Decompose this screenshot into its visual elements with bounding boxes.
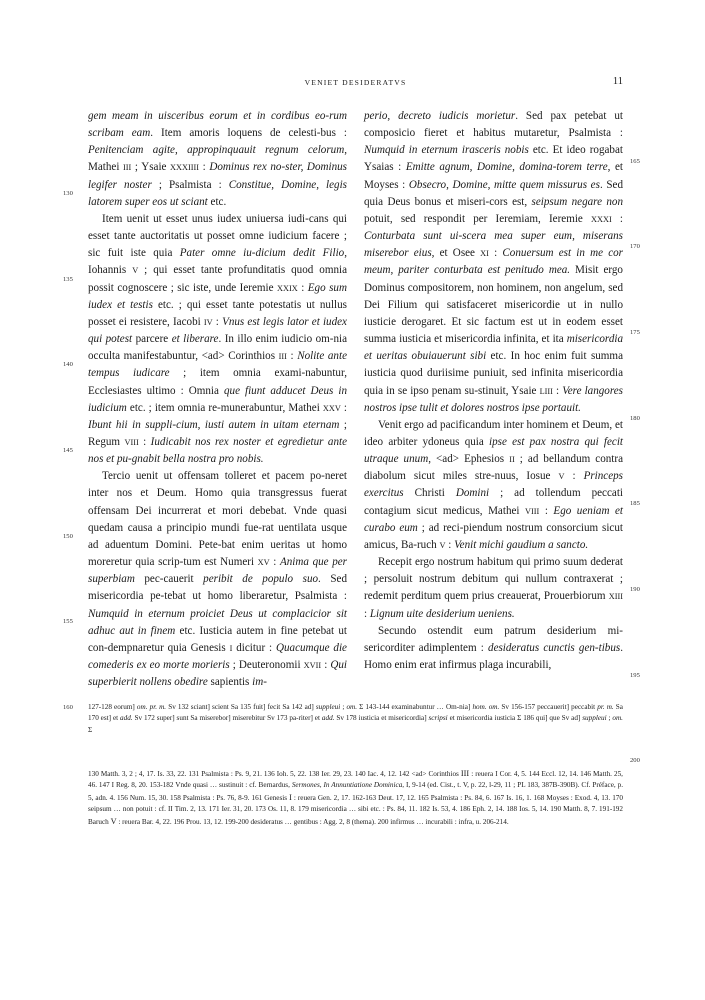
numeral-run: XIII bbox=[608, 592, 623, 602]
numeral-run: V bbox=[558, 472, 565, 482]
italic-run: misericordia et ueritas obuiauerunt sibi bbox=[364, 333, 623, 363]
text-run: ; Psalmista : bbox=[151, 178, 229, 191]
italic-run: Domini bbox=[455, 487, 490, 500]
text-run: etc. In hoc enim fuit summa iusticia quod duriisime puniuit, sed infinita misericordia quia in se ipso penam su-stinuit, Ysaie bbox=[364, 350, 623, 397]
line-number: 200 bbox=[630, 757, 640, 764]
text-run: : bbox=[564, 470, 584, 483]
text-run: : bbox=[488, 247, 503, 260]
numeral-run: I bbox=[289, 792, 292, 802]
numeral-run: XVII bbox=[303, 661, 322, 670]
page-header bbox=[88, 78, 623, 94]
text-run: : bbox=[199, 161, 210, 174]
text-run: ; item omnia exami-nabuntur, Ecclesiastes ultimo : Omnia bbox=[88, 367, 348, 397]
text-run: Christi bbox=[403, 487, 456, 500]
text-run: : bbox=[321, 659, 331, 671]
italic-run: Constitue, Domine, legis latorem super eos ut sciant bbox=[88, 178, 347, 208]
text-run: etc. bbox=[207, 195, 227, 208]
text-run: . Sed pax petebat ut composicio fieret et habitus mutaretur, Psalmista : bbox=[364, 110, 623, 140]
numeral-run: XXXIIII bbox=[170, 163, 200, 173]
text-run: ; ad bellandum contra diabolum sicut miles stre-nuus, Iosue bbox=[364, 453, 624, 483]
italic-run: Ibunt hii in suppli-cium, iusti autem in uitam eternam bbox=[88, 418, 340, 431]
paragraph bbox=[88, 211, 347, 468]
text-run: . Item amoris loquens de celesti-bus : bbox=[150, 127, 347, 140]
line-number: 150 bbox=[63, 533, 73, 540]
italic-run: que fiunt adducet Deus in iudicium bbox=[88, 384, 347, 414]
text-run: Sv 156-157 peccauerit] peccabit bbox=[499, 703, 598, 711]
italic-run: Penitenciam agite, appropinquauit regnum celorum bbox=[88, 144, 345, 157]
text-run: : bbox=[138, 435, 151, 448]
italic-run: Vnus est legis lator et iudex qui potest bbox=[88, 315, 347, 346]
text-run: , Iohannis bbox=[88, 247, 347, 277]
text-run: : bbox=[340, 401, 347, 414]
numeral-run: VIII bbox=[124, 437, 139, 447]
italic-run: Ego ueniam et curabo eum bbox=[364, 504, 623, 534]
line-number: 190 bbox=[630, 586, 640, 593]
paragraph bbox=[364, 554, 623, 623]
text-run: ; bbox=[340, 703, 347, 711]
italic-run: Emitte agnum, Domine, domina-torem terre bbox=[405, 161, 608, 174]
numeral-run: II bbox=[509, 455, 515, 465]
numeral-run: V bbox=[439, 540, 446, 550]
text-run: : bbox=[286, 350, 298, 363]
italic-run: et liberare bbox=[171, 333, 219, 346]
paragraph bbox=[88, 468, 347, 691]
text-run: Σ 143-144 examinabuntur … Om-nia] bbox=[357, 703, 473, 711]
text-run: , I, 9-14 (ed. Cist., t. V, p. 22, l-29, 11 ; PL 183, 387B-390B). Cf. Préface, p. 5, adn. 4. 156 Num. 15, 30. 158 Psalmista : Ps. 76, 8-9. 161 Genesis bbox=[88, 781, 624, 802]
italic-run: Numquid in eternum irasceris nobis bbox=[364, 144, 529, 157]
italic-run: seipsum negare non bbox=[531, 195, 623, 208]
text-run: etc. Iusticia autem in fine petebat ut con-dempnaretur quia Genesis bbox=[88, 624, 347, 654]
line-number: 175 bbox=[630, 329, 640, 336]
text-run: . Sed misericordia pe-tebat ut homo liberaretur, Psalmista : bbox=[88, 573, 347, 603]
paragraph bbox=[364, 623, 623, 674]
text-run: , Mathei bbox=[88, 144, 347, 174]
italic-run: hom. om. bbox=[472, 703, 500, 711]
text-run: : bbox=[269, 556, 280, 569]
text-run: Misit ergo Dominus compositorem, non hominem, non angelum, sed Dei Filium qui satisfaceret misericordie ut in nullo iusticie derogaret. Et sic factum est ut in eodem esset summa iusticia et misericordia infinita, et ita bbox=[364, 264, 623, 346]
text-run: , et Moyses : bbox=[364, 161, 623, 191]
italic-run: gem meam in uisceribus eorum et in cordibus eo-rum scribam eam bbox=[88, 110, 347, 140]
italic-run: Lignum uite desiderium ueniens. bbox=[369, 607, 515, 620]
text-run: : reuera Bar. 4, 22. 196 Prou. 13, 12. 199-200 desideratus … gentibus : Agg. 2, 8 (thema). 200 infirmus … incurabili : infra, u. 206-214. bbox=[116, 817, 509, 826]
italic-run: Nolite ante tempus iudicare bbox=[88, 350, 347, 380]
page-number: 11 bbox=[612, 76, 623, 87]
text-run: etc. Et ideo rogabat Ysaias : bbox=[364, 144, 623, 174]
text-run: : reuera I Cor. 4, 5. 144 Eccl. 12, 14. 146 Matth. 25, 46. 147 I Reg. 8, 20. 153-182 Vnde quasi … sustinuit : cf. Bernardus, bbox=[88, 770, 623, 790]
italic-run: perio, decreto iudicis morietur bbox=[364, 110, 516, 122]
text-run: ; bbox=[606, 714, 613, 723]
line-number: 185 bbox=[630, 500, 640, 507]
italic-run: Iudicabit nos rex noster et egredietur ante nos et pu-gnabit bella nostra pro nobis. bbox=[88, 435, 348, 466]
numeral-run: XV bbox=[257, 558, 270, 568]
italic-run: Princeps exercitus bbox=[364, 470, 623, 500]
text-run: . Homo enim erat infirmus plaga incurabili, bbox=[364, 641, 623, 671]
line-number: 140 bbox=[63, 361, 73, 368]
italic-run: im- bbox=[252, 676, 267, 689]
text-run: 130 Matth. 3, 2 ; 4, 17. Is. 33, 22. 131 Psalmista : Ps. 9, 21. 136 Ioh. 5, 22. 138 Ier. 29, 23. 140 Iac. 4, 12. 142 <ad> Corinthios bbox=[88, 770, 461, 778]
critical-apparatus bbox=[88, 702, 623, 736]
text-run: sapientis bbox=[207, 676, 253, 689]
italic-run: add. bbox=[321, 714, 335, 723]
italic-run: peribit de populo suo bbox=[203, 573, 319, 586]
italic-run: scripsi bbox=[428, 714, 448, 723]
text-run: ; ad tollendum peccati contagium sicut medicus, Mathei bbox=[364, 487, 623, 517]
text-run: : bbox=[364, 607, 370, 620]
running-title: VENIET DESIDERATVS bbox=[304, 78, 407, 87]
paragraph bbox=[88, 108, 347, 211]
numeral-run: XXIX bbox=[277, 283, 298, 293]
numeral-run: I bbox=[229, 643, 233, 653]
text-run: : bbox=[552, 384, 563, 397]
italic-run: suppleui bbox=[582, 714, 607, 723]
numeral-run: IV bbox=[203, 317, 213, 327]
italic-run: om. pr. m. bbox=[136, 703, 167, 711]
italic-run: Sermones, In Annuntiatione Dominica bbox=[291, 781, 403, 790]
paragraph bbox=[364, 417, 623, 554]
text-run: : reuera Gen. 2, 17. 162-163 Deut. 17, 12. 165 Psalmista : Ps. 84, 6. 167 Is. 16, 1. 168 Moyses : Exod. 4, 13. 170 seipsum … non potuit : cf. II Tim. 2, 13. 171 Ier. 31, 20. 173 Os. 11, 8. 179 misericordia … sibi etc. : Ps. 84, 11. 182 Is. 53, 4. 186 Eph. 2, 14. 188 Ios. 5, 14. 190 Matth. 8, 7. 191-192 Baruch bbox=[88, 793, 623, 826]
italic-run: ipse est pax nostra qui fecit utraque unum bbox=[364, 435, 623, 466]
numeral-run: III bbox=[123, 163, 132, 173]
italic-run: om. bbox=[612, 714, 623, 723]
text-run: . In illo enim iudicio om-nia occulta manifestabuntur, <ad> Corinthios bbox=[88, 333, 347, 363]
italic-run: Quacumque die comederis ex eo morte morieris bbox=[88, 641, 347, 671]
line-number: 135 bbox=[63, 276, 73, 283]
italic-run: Venit michi gaudium a sancto. bbox=[454, 538, 589, 551]
text-run: Item uenit ut esset unus iudex uniuersa iudi-cans qui esset tante auctoritatis ut posset omne iudicium facere ; sic fuit iste quia bbox=[88, 212, 347, 260]
text-run: Sv 172 super] sunt Sa miserebor] miserebitur Sv 173 pa-riter] et bbox=[132, 714, 322, 723]
text-run: Sa 170 est] et bbox=[88, 703, 623, 723]
line-number: 145 bbox=[63, 447, 73, 454]
italic-run: Vere langores nostros ipse tulit et dolores nostros ipse portauit. bbox=[364, 384, 623, 414]
italic-run: Anima que per superbiam bbox=[88, 556, 347, 586]
text-run: Venit ergo ad pacificandum inter hominem et Deum, et ideo arbiter ydoneus quia bbox=[364, 418, 623, 448]
italic-run: add. bbox=[120, 714, 133, 723]
text-run: Tercio uenit ut offensam tolleret et pacem po-neret inter nos et Deum. Homo quia transgressus fuerat offensam Dei incurrerat et mori debebat. Vnde quasi quedam causa a principio mundi fue-rat uentilata usque ad aduentum Domini. Pete-bat enim ueritas ut homo moreretur quia scrip-tum est Numeri bbox=[88, 470, 347, 569]
text-run: etc. ; item omnia re-munerabuntur, Mathei bbox=[126, 401, 323, 414]
right-column bbox=[364, 108, 623, 674]
numeral-run: III bbox=[460, 769, 470, 778]
numeral-run: XXXI bbox=[591, 214, 612, 224]
text-run: ; Deuteronomii bbox=[229, 659, 304, 671]
text-run: Σ bbox=[88, 725, 93, 734]
text-run: : bbox=[445, 538, 455, 551]
text-run: parcere bbox=[132, 333, 172, 346]
italic-run: Numquid in eternum proiciet Deus ut complacicior sit adhuc aut in finem bbox=[88, 607, 347, 637]
numeral-run: V bbox=[132, 266, 139, 276]
numeral-run: III bbox=[278, 352, 287, 362]
text-run: ; qui esset tante profunditatis quod omnia possit cognoscere ; sic iste, unde Ieremie bbox=[88, 264, 348, 294]
italic-run: desideratus cunctis gen-tibus bbox=[488, 641, 621, 654]
text-run: ; Regum bbox=[88, 418, 348, 448]
italic-run: om. bbox=[346, 703, 358, 711]
text-run: : bbox=[611, 212, 623, 225]
line-number: 155 bbox=[63, 618, 73, 625]
paragraph bbox=[364, 108, 623, 417]
numeral-run: LIII bbox=[539, 386, 553, 396]
numeral-run: VIII bbox=[525, 506, 540, 516]
text-run: potuit, sed respondit per Ieremiam, Ieremie bbox=[364, 212, 591, 225]
line-number: 195 bbox=[630, 672, 640, 679]
line-number: 180 bbox=[630, 415, 640, 422]
text-run: Secundo ostendit eum patrum desiderium mi-sericorditer adimplentem : bbox=[364, 624, 623, 654]
numeral-run: XXV bbox=[322, 403, 341, 413]
italic-run: Conturbata sunt ui-scera mea super eum, miserans miserebor eius, bbox=[364, 230, 623, 260]
text-run: ; ad reci-piendum nostrum consorcium sicut amicus, Ba-ruch bbox=[364, 521, 623, 551]
text-run: et Osee bbox=[434, 247, 481, 260]
text-run: Sv 132 sciant] scient Sa 135 fuit] fecit Sa 142 ad] bbox=[166, 703, 316, 711]
italic-run: Obsecro, Domine, mitte quem missurus es bbox=[408, 178, 600, 191]
italic-run: Qui superbierit nollens obedire bbox=[88, 659, 347, 689]
numeral-run: V bbox=[110, 816, 117, 826]
text-run: ; Ysaie bbox=[131, 161, 171, 174]
text-run: : bbox=[212, 315, 223, 328]
italic-run: pr. m. bbox=[597, 703, 614, 711]
text-run: Sv 178 iusticia et misericordia] bbox=[334, 714, 429, 723]
italic-run: suppleui bbox=[315, 703, 341, 711]
text-run: : bbox=[539, 504, 554, 517]
text-run: pec-cauerit bbox=[134, 573, 204, 586]
line-number: 170 bbox=[630, 243, 640, 250]
text-run: etc. ; qui esset tante potestatis ut nullus posset ei resistere, Iacobi bbox=[88, 298, 347, 328]
left-column bbox=[88, 108, 347, 691]
sources-apparatus bbox=[88, 768, 623, 828]
italic-run: Dominus rex no-ster, Dominus legifer noster bbox=[88, 161, 347, 191]
text-run: . Sed quia Deus bonus et miseri-cors est, bbox=[364, 178, 624, 208]
text-run: : bbox=[297, 281, 308, 294]
line-number: 165 bbox=[630, 158, 640, 165]
italic-run: Ego sum iudex et testis bbox=[88, 281, 347, 311]
italic-run: Pater omne iu-dicium dedit Filio bbox=[179, 247, 345, 260]
line-number: 160 bbox=[63, 704, 73, 711]
line-number: 130 bbox=[63, 190, 73, 197]
text-run: Recepit ergo nostrum habitum qui primo suum dederat ; persoluit nostrum debitum qui nullum contraxerat ; redemit perditum quem prius creauerat, Prouerbiorum bbox=[364, 556, 623, 603]
text-run: 127-128 eorum] bbox=[88, 703, 137, 711]
text-run: et misericordia iusticia Σ 186 qui] que Sv ad] bbox=[447, 714, 583, 723]
text-run: , <ad> Ephesios bbox=[428, 453, 510, 466]
italic-run: Conuersum est in me cor meum, pariter conturbata est penitudo mea. bbox=[364, 247, 623, 277]
text-run: dicitur : bbox=[232, 641, 276, 654]
numeral-run: XI bbox=[480, 249, 489, 259]
